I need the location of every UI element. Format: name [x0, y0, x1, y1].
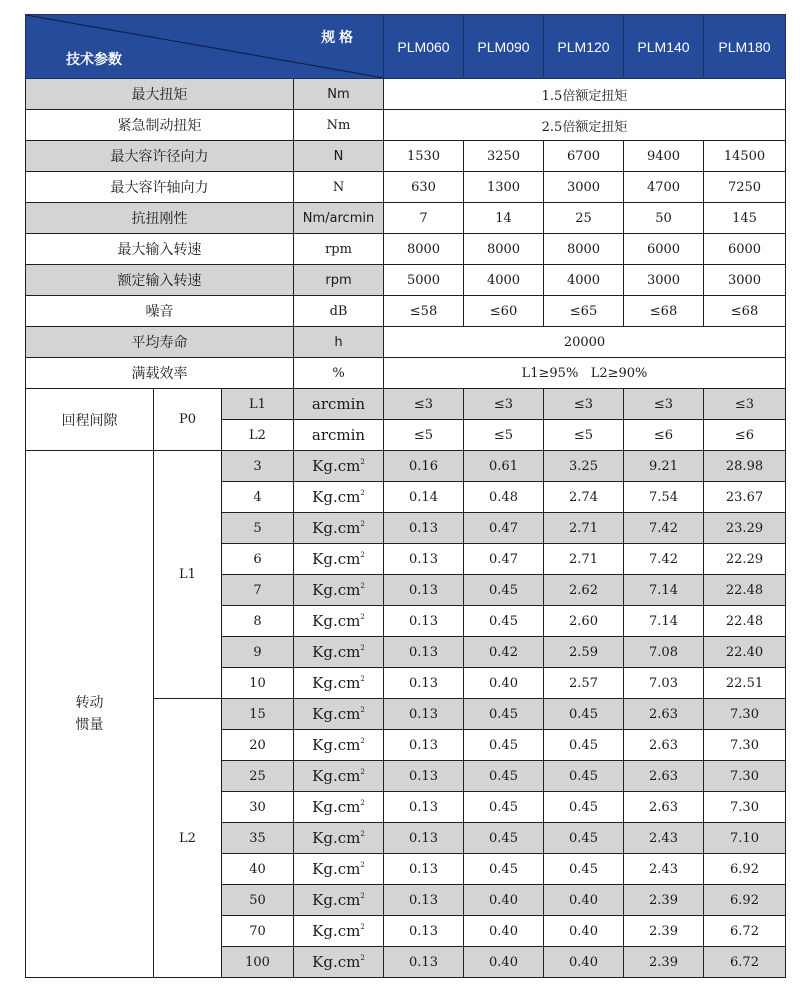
inertia-value: 2.62 — [544, 575, 624, 606]
inertia-ratio: 35 — [222, 823, 294, 854]
model-header: PLM060 — [384, 15, 464, 79]
unit-base: Kg.cm — [312, 705, 361, 723]
inertia-value: 2.63 — [624, 792, 704, 823]
inertia-unit — [294, 699, 384, 730]
inertia-value: 0.13 — [384, 606, 464, 637]
inertia-value: 23.67 — [704, 482, 786, 513]
inertia-value: 7.30 — [704, 699, 786, 730]
inertia-ratio: 3 — [222, 451, 294, 482]
inertia-ratio: 5 — [222, 513, 294, 544]
spec-row-rated-input-speed — [26, 265, 786, 296]
spec-value: 3000 — [704, 265, 786, 296]
unit-superscript: 2 — [360, 923, 365, 931]
spec-label: 满载效率 — [26, 358, 294, 389]
inertia-value: 0.13 — [384, 730, 464, 761]
spec-table — [25, 14, 786, 978]
unit-superscript: 2 — [360, 768, 365, 776]
backlash-value: ≤5 — [464, 420, 544, 451]
spec-label: 紧急制动扭矩 — [26, 110, 294, 141]
backlash-class: P0 — [154, 389, 222, 451]
spec-row-emergency-torque — [26, 110, 786, 141]
inertia-unit — [294, 854, 384, 885]
inertia-value: 0.48 — [464, 482, 544, 513]
inertia-value: 7.30 — [704, 792, 786, 823]
inertia-value: 2.57 — [544, 668, 624, 699]
spec-heading: 规 格 — [321, 29, 353, 45]
unit-base: Kg.cm — [312, 922, 361, 940]
inertia-unit — [294, 823, 384, 854]
spec-label: 抗扭刚性 — [26, 203, 294, 234]
inertia-value: 0.13 — [384, 544, 464, 575]
inertia-value: 7.03 — [624, 668, 704, 699]
inertia-value: 2.63 — [624, 761, 704, 792]
inertia-value: 0.14 — [384, 482, 464, 513]
spec-label: 最大容许径向力 — [26, 141, 294, 172]
inertia-value: 0.45 — [544, 699, 624, 730]
inertia-value: 0.45 — [464, 730, 544, 761]
inertia-value: 2.60 — [544, 606, 624, 637]
inertia-ratio: 7 — [222, 575, 294, 606]
inertia-value: 0.45 — [544, 823, 624, 854]
inertia-value: 0.45 — [464, 699, 544, 730]
spec-value: 6000 — [624, 234, 704, 265]
inertia-value: 3.25 — [544, 451, 624, 482]
inertia-unit — [294, 637, 384, 668]
unit-superscript: 2 — [360, 644, 365, 652]
inertia-value: 0.45 — [544, 854, 624, 885]
spec-value: 4000 — [544, 265, 624, 296]
unit-superscript: 2 — [360, 613, 365, 621]
inertia-value: 0.47 — [464, 544, 544, 575]
inertia-value: 7.42 — [624, 544, 704, 575]
inertia-ratio: 100 — [222, 947, 294, 978]
unit-superscript: 2 — [360, 551, 365, 559]
inertia-value: 0.13 — [384, 668, 464, 699]
inertia-unit — [294, 482, 384, 513]
spec-label: 额定输入转速 — [26, 265, 294, 296]
inertia-value: 7.42 — [624, 513, 704, 544]
inertia-value: 23.29 — [704, 513, 786, 544]
spec-value: 6000 — [704, 234, 786, 265]
inertia-ratio: 70 — [222, 916, 294, 947]
inertia-ratio: 30 — [222, 792, 294, 823]
backlash-unit: arcmin — [294, 389, 384, 420]
inertia-ratio: 4 — [222, 482, 294, 513]
spec-row-max-torque — [26, 79, 786, 110]
inertia-unit — [294, 544, 384, 575]
inertia-value: 0.47 — [464, 513, 544, 544]
spec-value: 8000 — [384, 234, 464, 265]
inertia-unit — [294, 792, 384, 823]
backlash-value: ≤5 — [544, 420, 624, 451]
model-header: PLM090 — [464, 15, 544, 79]
backlash-stage: L1 — [222, 389, 294, 420]
spec-unit: rpm — [294, 234, 384, 265]
spec-merged-value: 1.5倍额定扭矩 — [384, 79, 786, 110]
unit-superscript: 2 — [360, 675, 365, 683]
unit-base: Kg.cm — [312, 674, 361, 692]
inertia-value: 0.40 — [464, 885, 544, 916]
parameter-heading: 技术参数 — [66, 51, 122, 67]
spec-row-torsional-stiffness — [26, 203, 786, 234]
inertia-unit — [294, 668, 384, 699]
model-header: PLM180 — [704, 15, 786, 79]
backlash-value: ≤3 — [384, 389, 464, 420]
inertia-value: 28.98 — [704, 451, 786, 482]
unit-base: Kg.cm — [312, 457, 361, 475]
spec-label: 平均寿命 — [26, 327, 294, 358]
spec-merged-value: 20000 — [384, 327, 786, 358]
inertia-unit — [294, 575, 384, 606]
spec-value: 8000 — [544, 234, 624, 265]
unit-base: Kg.cm — [312, 643, 361, 661]
unit-superscript: 2 — [360, 830, 365, 838]
inertia-value: 0.45 — [544, 730, 624, 761]
backlash-value: ≤3 — [624, 389, 704, 420]
inertia-value: 0.45 — [544, 792, 624, 823]
spec-merged-value: 2.5倍额定扭矩 — [384, 110, 786, 141]
inertia-value: 2.59 — [544, 637, 624, 668]
inertia-value: 7.10 — [704, 823, 786, 854]
unit-base: Kg.cm — [312, 798, 361, 816]
spec-row-average-life — [26, 327, 786, 358]
spec-value: ≤58 — [384, 296, 464, 327]
inertia-ratio: 6 — [222, 544, 294, 575]
inertia-value: 0.13 — [384, 761, 464, 792]
inertia-value: 22.40 — [704, 637, 786, 668]
unit-base: Kg.cm — [312, 767, 361, 785]
spec-value: 3250 — [464, 141, 544, 172]
inertia-ratio: 50 — [222, 885, 294, 916]
spec-unit: rpm — [294, 265, 384, 296]
inertia-value: 0.13 — [384, 947, 464, 978]
backlash-label: 回程间隙 — [26, 389, 154, 451]
unit-base: Kg.cm — [312, 612, 361, 630]
inertia-value: 2.39 — [624, 885, 704, 916]
inertia-value: 6.72 — [704, 947, 786, 978]
inertia-value: 0.45 — [464, 792, 544, 823]
inertia-value: 6.72 — [704, 916, 786, 947]
inertia-value: 0.13 — [384, 699, 464, 730]
inertia-value: 2.74 — [544, 482, 624, 513]
inertia-value: 2.39 — [624, 916, 704, 947]
inertia-value: 0.13 — [384, 792, 464, 823]
inertia-value: 7.54 — [624, 482, 704, 513]
inertia-value: 0.45 — [464, 575, 544, 606]
spec-value: ≤60 — [464, 296, 544, 327]
inertia-ratio: 9 — [222, 637, 294, 668]
inertia-value: 0.40 — [544, 885, 624, 916]
backlash-unit: arcmin — [294, 420, 384, 451]
inertia-ratio: 25 — [222, 761, 294, 792]
spec-value: 14500 — [704, 141, 786, 172]
inertia-stage-l1: L1 — [154, 451, 222, 699]
inertia-ratio: 8 — [222, 606, 294, 637]
spec-value: 1530 — [384, 141, 464, 172]
backlash-stage: L2 — [222, 420, 294, 451]
inertia-value: 7.08 — [624, 637, 704, 668]
inertia-unit — [294, 885, 384, 916]
spec-value: 7250 — [704, 172, 786, 203]
unit-base: Kg.cm — [312, 860, 361, 878]
spec-value: 630 — [384, 172, 464, 203]
spec-value: 50 — [624, 203, 704, 234]
inertia-value: 22.48 — [704, 606, 786, 637]
inertia-unit — [294, 947, 384, 978]
unit-superscript: 2 — [360, 799, 365, 807]
spec-value: 5000 — [384, 265, 464, 296]
inertia-value: 7.30 — [704, 730, 786, 761]
spec-label: 最大输入转速 — [26, 234, 294, 265]
inertia-unit — [294, 761, 384, 792]
inertia-value: 7.14 — [624, 575, 704, 606]
inertia-ratio: 10 — [222, 668, 294, 699]
spec-row-axial-force — [26, 172, 786, 203]
backlash-value: ≤3 — [464, 389, 544, 420]
inertia-value: 0.13 — [384, 637, 464, 668]
spec-value: ≤68 — [624, 296, 704, 327]
inertia-value: 22.48 — [704, 575, 786, 606]
spec-value: 6700 — [544, 141, 624, 172]
unit-superscript: 2 — [360, 706, 365, 714]
inertia-value: 2.63 — [624, 699, 704, 730]
inertia-ratio: 15 — [222, 699, 294, 730]
inertia-value: 6.92 — [704, 885, 786, 916]
unit-base: Kg.cm — [312, 891, 361, 909]
inertia-value: 0.40 — [464, 916, 544, 947]
spec-value: 4000 — [464, 265, 544, 296]
inertia-value: 0.45 — [464, 823, 544, 854]
backlash-value: ≤6 — [704, 420, 786, 451]
inertia-value: 0.13 — [384, 823, 464, 854]
spec-label: 噪音 — [26, 296, 294, 327]
inertia-unit — [294, 730, 384, 761]
spec-value: 3000 — [544, 172, 624, 203]
spec-value: ≤68 — [704, 296, 786, 327]
inertia-value: 0.13 — [384, 513, 464, 544]
inertia-value: 0.45 — [544, 761, 624, 792]
inertia-unit — [294, 451, 384, 482]
inertia-value: 0.13 — [384, 575, 464, 606]
inertia-value: 22.51 — [704, 668, 786, 699]
inertia-unit — [294, 606, 384, 637]
unit-superscript: 2 — [360, 861, 365, 869]
inertia-value: 9.21 — [624, 451, 704, 482]
spec-unit: % — [294, 358, 384, 389]
unit-base: Kg.cm — [312, 736, 361, 754]
unit-superscript: 2 — [360, 954, 365, 962]
unit-superscript: 2 — [360, 520, 365, 528]
spec-row-max-input-speed — [26, 234, 786, 265]
spec-value: 4700 — [624, 172, 704, 203]
spec-row-noise — [26, 296, 786, 327]
backlash-value: ≤3 — [704, 389, 786, 420]
spec-unit: N — [294, 141, 384, 172]
inertia-unit — [294, 513, 384, 544]
spec-unit: dB — [294, 296, 384, 327]
model-header: PLM120 — [544, 15, 624, 79]
inertia-value: 6.92 — [704, 854, 786, 885]
inertia-value: 0.40 — [464, 947, 544, 978]
unit-base: Kg.cm — [312, 519, 361, 537]
backlash-value: ≤3 — [544, 389, 624, 420]
inertia-value: 0.42 — [464, 637, 544, 668]
spec-unit: h — [294, 327, 384, 358]
header-corner — [26, 15, 384, 79]
inertia-value: 7.14 — [624, 606, 704, 637]
inertia-value: 0.45 — [464, 854, 544, 885]
unit-base: Kg.cm — [312, 953, 361, 971]
backlash-value: ≤5 — [384, 420, 464, 451]
inertia-value: 0.13 — [384, 854, 464, 885]
spec-value: 7 — [384, 203, 464, 234]
inertia-ratio: 20 — [222, 730, 294, 761]
backlash-value: ≤6 — [624, 420, 704, 451]
inertia-row — [26, 451, 786, 482]
spec-value: 8000 — [464, 234, 544, 265]
inertia-unit — [294, 916, 384, 947]
unit-base: Kg.cm — [312, 581, 361, 599]
spec-value: 1300 — [464, 172, 544, 203]
unit-superscript: 2 — [360, 582, 365, 590]
inertia-ratio: 40 — [222, 854, 294, 885]
inertia-value: 2.43 — [624, 854, 704, 885]
model-header: PLM140 — [624, 15, 704, 79]
spec-value: 25 — [544, 203, 624, 234]
inertia-value: 0.13 — [384, 916, 464, 947]
inertia-value: 2.71 — [544, 544, 624, 575]
spec-merged-value: L1≥95% L2≥90% — [384, 358, 786, 389]
unit-superscript: 2 — [360, 737, 365, 745]
spec-value: ≤65 — [544, 296, 624, 327]
spec-unit: Nm — [294, 110, 384, 141]
header-row — [26, 15, 786, 79]
spec-unit: N — [294, 172, 384, 203]
inertia-value: 2.63 — [624, 730, 704, 761]
inertia-stage-l2: L2 — [154, 699, 222, 978]
inertia-value: 2.39 — [624, 947, 704, 978]
spec-value: 3000 — [624, 265, 704, 296]
inertia-value: 0.45 — [464, 761, 544, 792]
spec-unit: Nm/arcmin — [294, 203, 384, 234]
unit-superscript: 2 — [360, 892, 365, 900]
unit-base: Kg.cm — [312, 829, 361, 847]
inertia-value: 0.16 — [384, 451, 464, 482]
unit-superscript: 2 — [360, 489, 365, 497]
inertia-value: 0.40 — [544, 947, 624, 978]
spec-value: 9400 — [624, 141, 704, 172]
inertia-value: 7.30 — [704, 761, 786, 792]
inertia-value: 22.29 — [704, 544, 786, 575]
inertia-value: 2.43 — [624, 823, 704, 854]
spec-row-efficiency — [26, 358, 786, 389]
inertia-value: 0.13 — [384, 885, 464, 916]
spec-label: 最大容许轴向力 — [26, 172, 294, 203]
inertia-value: 0.40 — [544, 916, 624, 947]
inertia-value: 0.45 — [464, 606, 544, 637]
inertia-value: 0.40 — [464, 668, 544, 699]
unit-superscript: 2 — [360, 458, 365, 466]
inertia-value: 2.71 — [544, 513, 624, 544]
unit-base: Kg.cm — [312, 550, 361, 568]
spec-label: 最大扭矩 — [26, 79, 294, 110]
spec-value: 14 — [464, 203, 544, 234]
spec-unit: Nm — [294, 79, 384, 110]
spec-row-radial-force — [26, 141, 786, 172]
spec-value: 145 — [704, 203, 786, 234]
unit-base: Kg.cm — [312, 488, 361, 506]
inertia-value: 0.61 — [464, 451, 544, 482]
inertia-label: 转动 惯量 — [26, 451, 154, 978]
backlash-row — [26, 389, 786, 420]
